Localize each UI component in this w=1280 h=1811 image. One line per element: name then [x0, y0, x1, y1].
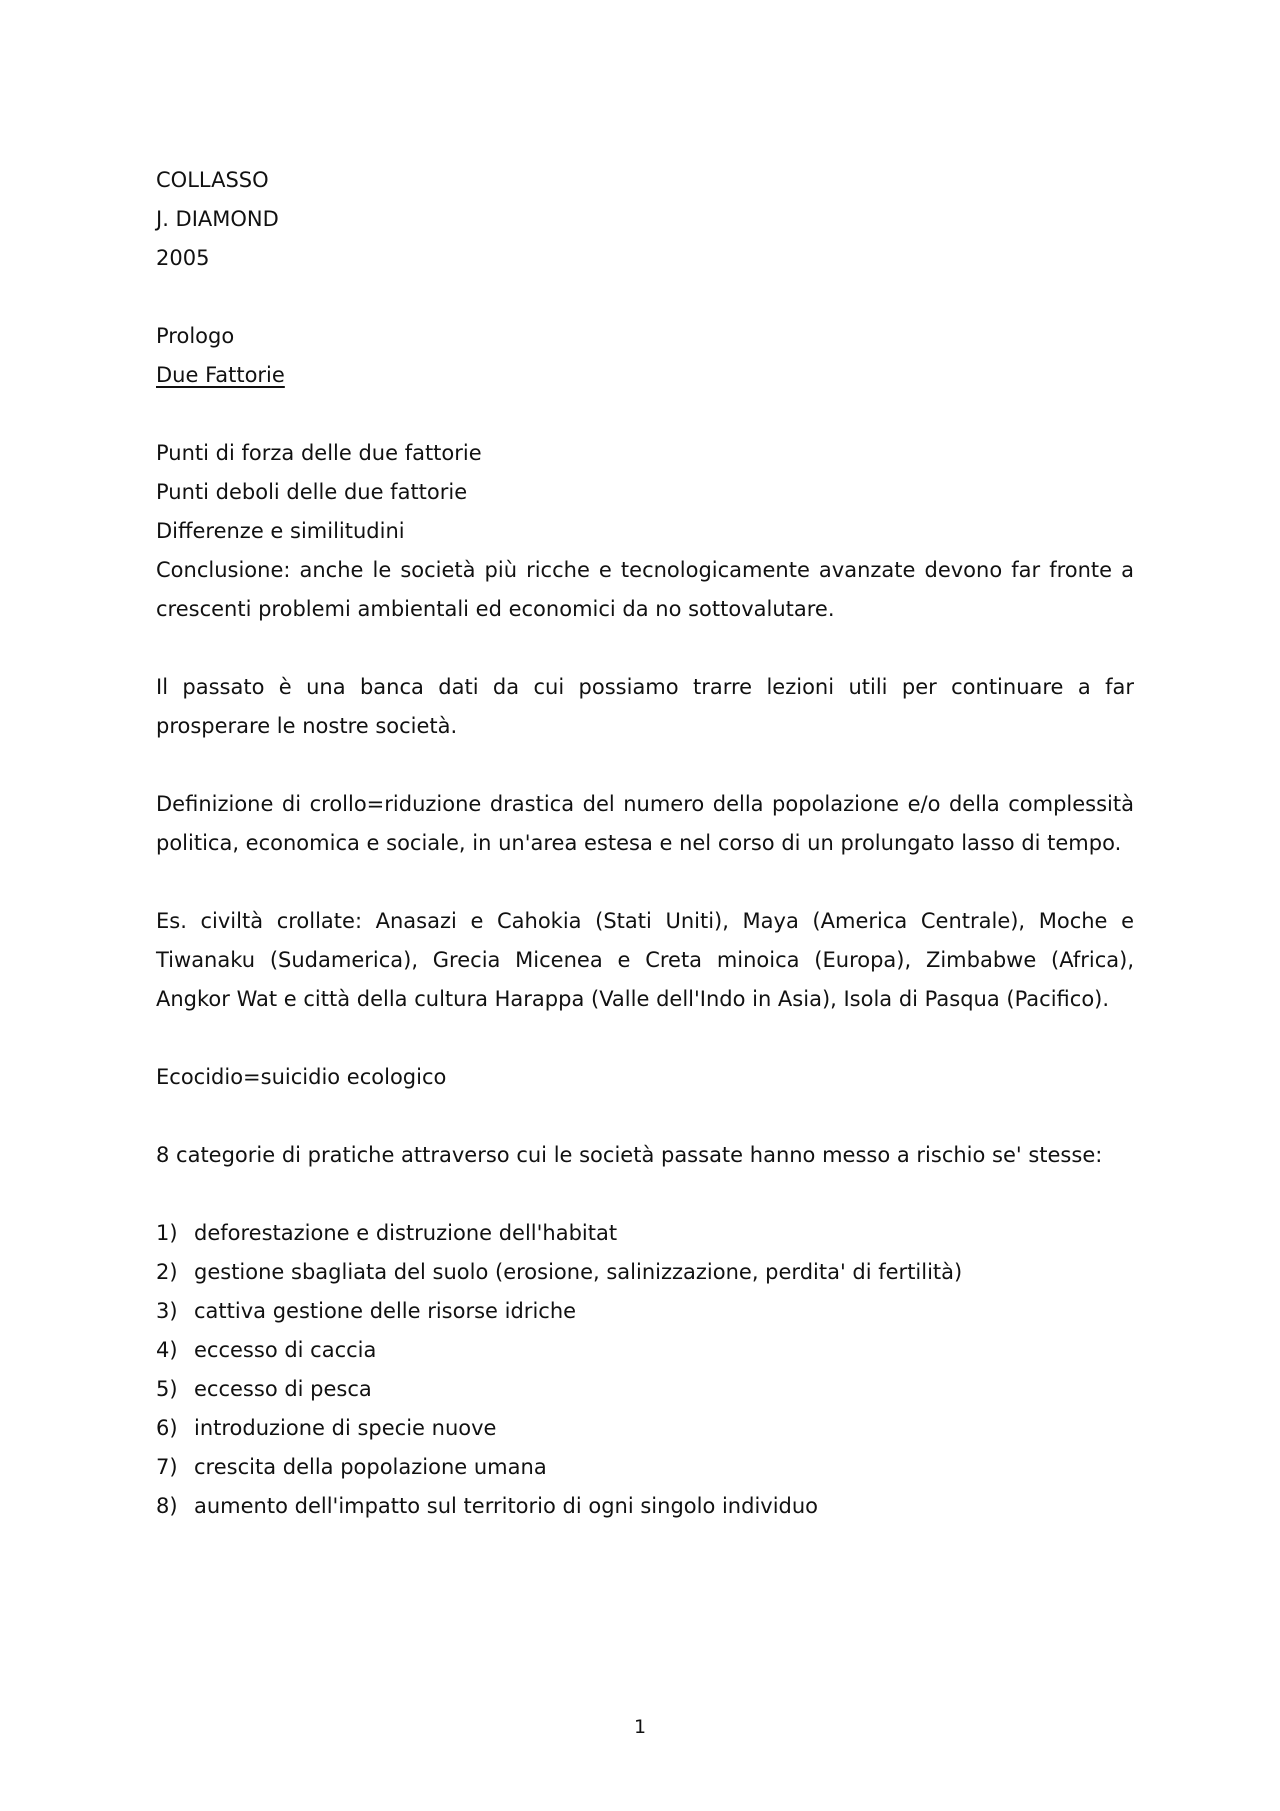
author: J. DIAMOND [156, 207, 279, 231]
list-item: 8) aumento dell'impatto sul territorio di ogni singolo individuo [156, 1494, 819, 1518]
conclusion-paragraph: Conclusione: anche le società più ricche e tecnologicamente avanzate devono far fronte a crescenti problemi ambientali ed economici da no sottovalutare. [156, 558, 1134, 621]
definition-paragraph: Definizione di crollo=riduzione drastica del numero della popolazione e/o della complessità politica, economica e sociale, in un'area estesa e nel corso di un prolungato lasso di tempo. [156, 792, 1134, 855]
examples-paragraph: Es. civiltà crollate: Anasazi e Cahokia (Stati Uniti), Maya (America Centrale), Moche e Tiwanaku (Sudamerica), Grecia Micenea e Creta minoica (Europa), Zimbabwe (Africa), Angkor Wat e città della cultura Harappa (Valle dell'Indo in Asia), Isola di Pasqua (Pacifico). [156, 909, 1134, 1011]
page-number: 1 [633, 1716, 647, 1738]
year: 2005 [156, 246, 210, 270]
list-item: 5) eccesso di pesca [156, 1377, 372, 1401]
point-item: Differenze e similitudini [156, 519, 405, 543]
list-item: 7) crescita della popolazione umana [156, 1455, 547, 1479]
document-title: COLLASSO [156, 168, 269, 192]
list-item: 4) eccesso di caccia [156, 1338, 377, 1362]
categories-list [156, 1214, 1134, 1526]
list-item: 3) cattiva gestione delle risorse idriche [156, 1299, 577, 1323]
ecocide-definition: Ecocidio=suicidio ecologico [156, 1065, 447, 1089]
section-label: Prologo [156, 324, 235, 348]
document-body [156, 161, 1134, 1526]
section-subtitle: Due Fattorie [156, 363, 285, 387]
list-item: 1) deforestazione e distruzione dell'habitat [156, 1221, 618, 1245]
list-item: 6) introduzione di specie nuove [156, 1416, 497, 1440]
list-item: 2) gestione sbagliata del suolo (erosione, salinizzazione, perdita' di fertilità) [156, 1260, 963, 1284]
categories-intro: 8 categorie di pratiche attraverso cui le società passate hanno messo a rischio se' stesse: [156, 1143, 1103, 1167]
past-paragraph: Il passato è una banca dati da cui possiamo trarre lezioni utili per continuare a far prosperare le nostre società. [156, 675, 1134, 738]
point-item: Punti deboli delle due fattorie [156, 480, 468, 504]
point-item: Punti di forza delle due fattorie [156, 441, 482, 465]
